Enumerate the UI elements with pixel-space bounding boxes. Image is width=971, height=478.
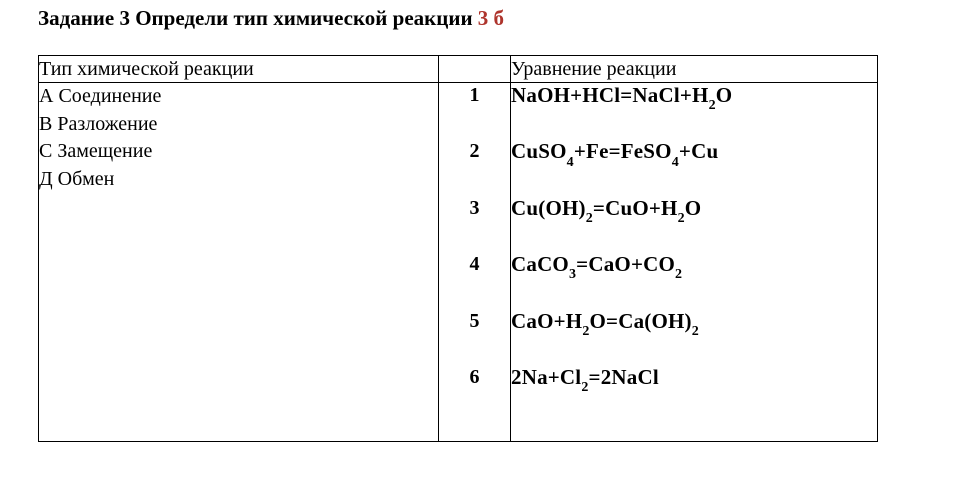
- table-body-row: [39, 83, 878, 442]
- equation-formula-6: $2Na+Cl_2=2NaCl$: [511, 364, 659, 396]
- task-title-text: Задание 3 Определи тип химической реакции: [38, 6, 473, 30]
- column-header-reaction-type: Тип химической реакции: [39, 56, 439, 83]
- type-option-a: А Соединение: [39, 85, 162, 107]
- table-header-row: [39, 56, 878, 83]
- type-option-c: С Замещение: [39, 140, 153, 162]
- column-header-number: [439, 56, 511, 83]
- equation-number-1: 1: [469, 84, 480, 106]
- reaction-type-table: [38, 55, 878, 442]
- equation-formula-5: $CaO+H_2O=Ca(OH)_2$: [511, 308, 699, 339]
- equation-formula-4: $CaCO_3=CaO+CO_2$: [511, 252, 683, 283]
- task-title: [38, 6, 504, 31]
- type-option-d: Д Обмен: [39, 167, 115, 190]
- equation-number-5: 5: [469, 309, 480, 332]
- equation-number-3: 3: [469, 196, 480, 219]
- equation-number-4: 4: [469, 253, 480, 276]
- equations-cell: [511, 83, 878, 442]
- equation-numbers-cell: [439, 83, 511, 442]
- column-header-equation: Уравнение реакции: [511, 56, 878, 83]
- type-option-b: В Разложение: [39, 112, 158, 135]
- reaction-types-cell: [39, 83, 439, 442]
- equation-formula-3: $Cu(OH)_2=CuO+H_2O$: [511, 195, 702, 226]
- task-points-badge: 3 б: [477, 6, 505, 30]
- equation-formula-1: $NaOH+HCl=NaCl+H_2O$: [511, 83, 733, 114]
- equation-formula-2: CuSO$_4$+Fe=FeSO$_4$+Cu: [511, 139, 719, 170]
- equation-number-2: 2: [469, 140, 480, 163]
- equation-number-6: 6: [469, 365, 480, 388]
